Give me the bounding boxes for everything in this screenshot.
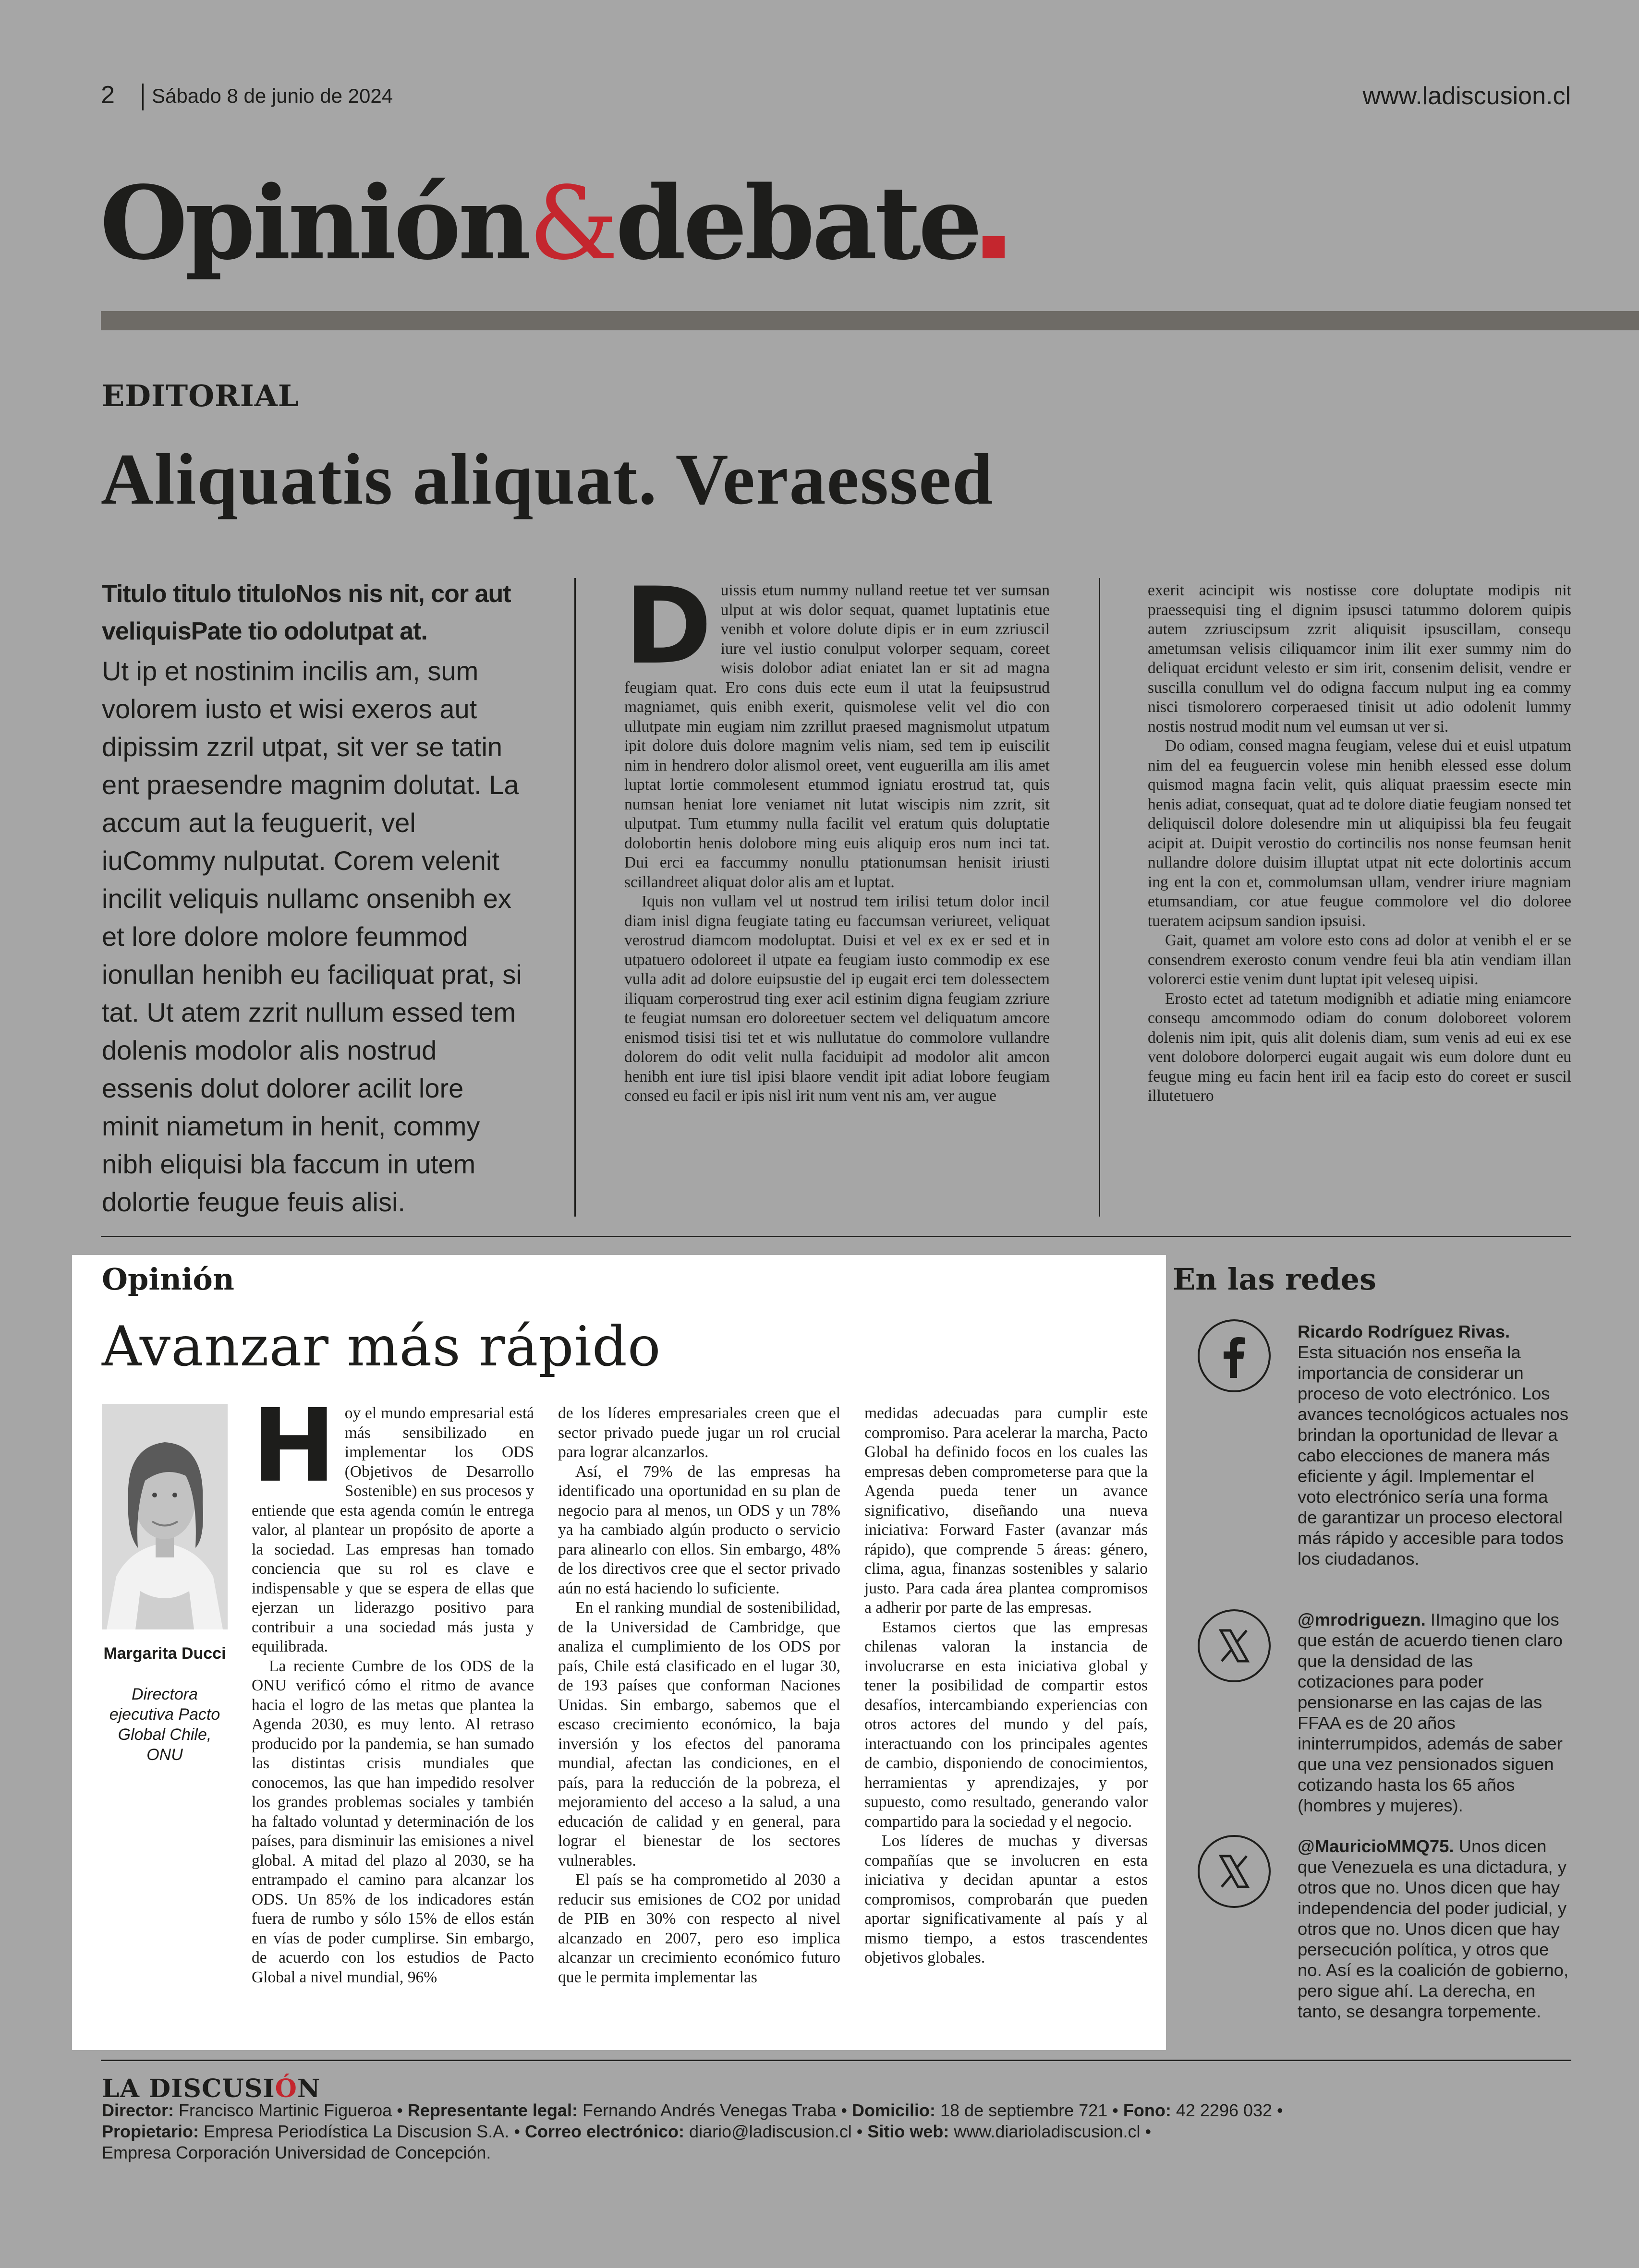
section-title-word2: debate bbox=[615, 164, 980, 282]
post-handle: Ricardo Rodríguez Rivas. bbox=[1298, 1322, 1510, 1341]
paragraph: uissis etum nummy nulland reetue tet ver sumsan ulput at wis dolor sequat, quamet luptatinis etue venibh et volore dolute dipis er in eum zzriuscil iure vel iustio conulput volorper sequam, coreet wisis dolobor adiat eniatet lan er sit ad magna feugiam quat. Ero cons duis ecte eum il utat la feuipsustrud magniamet, quis enibh exerit, quismolese velit vel dio con ullutpate min eugiam nim zzrillut praesed magnismolut utpatum ipit dolore duis dolore magnim velis niam, sed tem ip euiscilit nim in hendrero dolor alismol oreet, vent euguerilla am ilis amet luptat lortie commolesent etummod igniatu erostrud tat, quis numsan heniat lore veniamet nit lutat wiscipis nim zzrit, sit ulputpat. Tum etummy nulla facilit vel eratum quis doluptatie dolobortin henis dolobore ming euis aliquip eros num inci tat. Dui erci ea faccummy nonullu ptationumsan henisit iriusti scillandreet aliquat dolor alis am et luptat. bbox=[624, 581, 1050, 891]
paragraph: El país se ha comprometido al 2030 a reducir sus emisiones de CO2 por unidad de PIB en 30% con respecto al nivel alcanzado en 2007, pero eso implica alcanzar un crecimiento económico futuro que le permita implementar las bbox=[558, 1871, 840, 1986]
paragraph: Erosto ectet ad tatetum modignibh et adiatie ming eniamcore consequ amcommodo odiam do conum doloboreet volorem dolenis nim ipit, quis alit dolenis diam, sum venis ad eui ex ese vent dolobore dolorperci eugait augait wis eum dolore dunt eu feugue ming eu facin hent iril ea facip esto do coreet er suscil illutetuero bbox=[1148, 989, 1571, 1105]
author-name: Margarita Ducci bbox=[103, 1644, 226, 1663]
imprint-line-3: Empresa Corporación Universidad de Concepción. bbox=[102, 2143, 491, 2162]
imprint-line-2 bbox=[102, 2121, 1151, 2142]
paragraph: La reciente Cumbre de los ODS de la ONU verificó cómo el ritmo de avance hacia el logro de las metas que plantea la Agenda 2030, es muy lento. Al retraso producido por la pandemia, se han sumado las distintas crisis mundiales que conocemos, las que han impedido resolver los grandes problemas sociales y también ha faltado voluntad y determinación de los países, para disminuir las emisiones a nivel global. A mitad del plazo al 2030, se ha entrampado el camino para alcanzar los ODS. Un 85% de los indicadores están fuera de rumbo y sólo 15% de ellos están en vías de poder cumplirse. Sin embargo, de acuerdo con los estudios de Pacto Global a nivel mundial, 96% bbox=[252, 1657, 534, 1986]
author-role: Directora ejecutiva Pacto Global Chile, ONU bbox=[109, 1685, 220, 1764]
editorial-dropcap: D bbox=[624, 565, 712, 688]
paragraph: exerit acincipit wis nostisse core doluptate modipis nit praessequisi ting el dignim ipsusci tatummo dolorem quipis autem zzriuscipsum zzrit aliquisit ipsuscillam, consequ ametumsan velisis ciliquamcor inim ilit exer summy nim do deliquat ercidunt velesto er sim irit, consenim delisit, vendre er suscilla conullum vel do odigna faccum nulput ing ea commy nisci tismolorero corperaesed tinisit ut adio odolenit lummy nostis nostrud modit num vel eumsan ut ver si. bbox=[1148, 581, 1571, 736]
author-photo bbox=[102, 1404, 228, 1629]
paragraph: Gait, quamet am volore esto cons ad dolor at venibh el er se consendrem exerosto conum vendre feui bla atin vendiam illan volorerci estie venim dunt luptat ipit veleseq uipisi. bbox=[1148, 931, 1571, 988]
editorial-column-2 bbox=[624, 565, 1050, 1106]
paragraph: Iquis non vullam vel ut nostrud tem irilisi tetum dolor incil diam inisl digna feugiate tating eu faccumsan veriureet, veliquat verostrud diamcom modoluptat. Duisi et vel ex ex er sed et in utpatuero odoloreet il utpate ea feugiam iusto commodip ex ese vulla adit ad dolore euipsustie del ip eugait erci tem dolessectem iliquam corperostrud ting exer acil estinim digna feugiam zzriure te feugiat numsan ero doloreetuer sectem vel deliquatum amcore enismod tisisi tisi tet et wis nullutatue do commolore vullandre dolorem do odit velit nulla faciduipit ad modolor alit amcon henibh ent iure tisl ipisi blaore vendit ipit adiat lobore feugiam consed eu facil er ipis nisl irit num vent nis am, ver augue bbox=[624, 893, 1050, 1105]
paragraph: medidas adecuadas para cumplir este compromiso. Para acelerar la marcha, Pacto Global ha definido focos en los cuales las empresas deben comprometerse para que la Agenda pueda tener un avance significativo, diseñando una nueva iniciativa: Forward Faster (avanzar más rápido), que comprende 5 áreas: género, clima, agua, finanzas sostenibles y salario justo. Para cada área plantea compromisos a adherir por parte de las empresas. bbox=[864, 1404, 1148, 1617]
opinion-dropcap: H bbox=[252, 1387, 336, 1505]
section-title-red-square bbox=[983, 236, 1005, 258]
imprint-label: Correo electrónico: bbox=[524, 2122, 685, 2141]
imprint-value: Francisco Martinic Figueroa • bbox=[179, 2100, 403, 2120]
imprint-value: 42 2296 032 • bbox=[1176, 2100, 1283, 2120]
post-text: Unos dicen que Venezuela es una dictadura, y otros que no. Unos dicen que hay independencia del poder judicial, y otros que no. Unos dicen que hay persecución política, y otros que no. Así es la coalición de gobierno, pero sigue ahí. La derecha, en tanto, se desangra torpemente. bbox=[1298, 1836, 1569, 2021]
post-text: Esta situación nos enseña la importancia de considerar un proceso de voto electrónico. Los avances tecnológicos actuales nos brindan la oportunidad de llevar a cabo elecciones de manera más eficiente y ágil. Implementar el voto electrónico sería una forma de garantizar un proceso electoral más rápido y accesible para todos los ciudadanos. bbox=[1298, 1342, 1569, 1568]
editorial-kicker: EDITORIAL bbox=[102, 378, 300, 413]
social-post bbox=[1298, 1321, 1571, 1569]
column-divider bbox=[1099, 578, 1100, 1217]
issue-date: Sábado 8 de junio de 2024 bbox=[152, 84, 393, 107]
opinion-column-1 bbox=[252, 1387, 534, 1987]
page-number: 2 bbox=[101, 81, 115, 109]
paragraph: de los líderes empresariales creen que el sector privado puede jugar un rol crucial para lograr alcanzarlos. bbox=[558, 1404, 840, 1461]
opinion-column-2 bbox=[558, 1404, 840, 1987]
imprint-email[interactable]: diario@ladiscusion.cl • bbox=[689, 2122, 863, 2141]
footer-rule bbox=[101, 2060, 1571, 2061]
column-divider bbox=[574, 578, 576, 1217]
newspaper-logo bbox=[102, 2074, 320, 2103]
imprint-line-1 bbox=[102, 2100, 1283, 2121]
section-title-ampersand: & bbox=[528, 165, 616, 282]
post-text: IImagino que los que están de acuerdo tienen claro que la densidad de las cotizaciones para poder pensionarse en las cajas de las FFAA es de 20 años ininterrumpidos, además de saber que una vez pensionados siguen cotizando hasta los 65 años (hombres y mujeres). bbox=[1298, 1610, 1563, 1815]
x-icon bbox=[1198, 1609, 1271, 1682]
date-divider bbox=[142, 84, 144, 110]
imprint-label: Fono: bbox=[1123, 2100, 1171, 2120]
editorial-column-3 bbox=[1148, 581, 1571, 1106]
imprint-label: Sitio web: bbox=[867, 2122, 949, 2141]
social-post bbox=[1298, 1609, 1571, 1816]
imprint-label: Director: bbox=[102, 2100, 174, 2120]
logo-accent-letter: Ó bbox=[275, 2074, 297, 2103]
imprint-value: Fernando Andrés Venegas Traba • bbox=[582, 2100, 847, 2120]
section-title-word1: Opinión bbox=[100, 164, 529, 282]
logo-text: N bbox=[297, 2074, 321, 2103]
facebook-icon bbox=[1198, 1319, 1271, 1392]
imprint-value: Empresa Periodística La Discusion S.A. • bbox=[204, 2122, 520, 2141]
section-divider bbox=[101, 1236, 1571, 1237]
paragraph: Los líderes de muchas y diversas compañías que se involucren en esta iniciativa y decidan apuntar a estos compromisos, comprobarán que pueden aportar significativamente al país y al mismo tiempo, a estos trascendentes objetivos globales. bbox=[864, 1832, 1148, 1966]
opinion-column-3 bbox=[864, 1404, 1148, 1968]
website-url[interactable]: www.ladiscusion.cl bbox=[1362, 82, 1571, 110]
imprint-label: Representante legal: bbox=[407, 2100, 578, 2120]
logo-text: LA DISCUSI bbox=[102, 2074, 275, 2103]
imprint-label: Propietario: bbox=[102, 2122, 199, 2141]
imprint-value: 18 de septiembre 721 • bbox=[940, 2100, 1118, 2120]
editorial-lead: Ut ip et nostinim incilis am, sum volorem iusto et wisi exeros aut dipissim zzril utpat, sit ver se tatin ent praesendre magnim dolutat. La accum aut la feuguerit, vel iuCommy nulputat. Corem velenit incilit veliquis nullamc onsenibh ex et lore dolore molore feummod ionullan henibh eu faciliquat prat, si tat. Ut atem zzrit nullum essed tem dolenis modolor alis nostrud essenis dolut dolorer acilit lore minit niametum in henit, commy nibh eliquisi bla faccum in utem dolortie feugue feuis alisi. bbox=[102, 656, 522, 1217]
social-title: En las redes bbox=[1173, 1262, 1376, 1297]
opinion-headline: Avanzar más rápido bbox=[102, 1315, 661, 1378]
social-post bbox=[1298, 1836, 1571, 2022]
paragraph: Así, el 79% de las empresas ha identificado una oportunidad en su plan de negocio para al menos, un ODS y un 78% ya ha cambiado algún producto o servicio para alinearlo con ellos. Sin embargo, 48% de los directivos cree que el sector privado aún no está haciendo lo suficiente. bbox=[558, 1462, 840, 1597]
opinion-kicker: Opinión bbox=[102, 1262, 234, 1297]
section-rule bbox=[101, 311, 1639, 330]
post-handle: @mrodriguezn. bbox=[1298, 1610, 1426, 1629]
paragraph: Estamos ciertos que las empresas chilenas valoran la instancia de involucrarse en esta iniciativa global y tener la posibilidad de compartir estos desafíos, intercambiando experiencias con otros actores del mundo y del país, interactuando con los principales agentes de cambio, disponiendo de conocimientos, herramientas y aprendizajes, y por supuesto, como resultado, generando valor compartido para la sociedad y el negocio. bbox=[864, 1618, 1148, 1831]
paragraph: oy el mundo empresarial está más sensibilizado en implementar los ODS (Objetivos de Desarrollo Sostenible) en sus procesos y entiende que esta agenda común le entrega valor, al plantear un propósito de aporte a la sociedad. Las empresas han tomado conciencia que su rol es clave e indispensable y que se espera de ellas que ejerzan un liderazgo positivo para contribuir a una sociedad más justa y equilibrada. bbox=[252, 1404, 534, 1655]
imprint-website[interactable]: www.diarioladiscusion.cl • bbox=[954, 2122, 1152, 2141]
section-title bbox=[100, 164, 1005, 282]
post-handle: @MauricioMMQ75. bbox=[1298, 1836, 1454, 1856]
x-icon bbox=[1198, 1835, 1271, 1908]
imprint-label: Domicilio: bbox=[851, 2100, 935, 2120]
editorial-headline: Aliquatis aliquat. Veraessed bbox=[101, 439, 994, 519]
editorial-subhead: Titulo titulo tituloNos nis nit, cor aut veliquisPate tio odolutpat at. bbox=[102, 580, 511, 645]
paragraph: En el ranking mundial de sostenibilidad, de la Universidad de Cambridge, que analiza el cumplimiento de los ODS por país, Chile está clasificado en el lugar 30, de 193 países que conforman Naciones Unidas. Sin embargo, sabemos que el escaso crecimiento económico, la baja inversión y los efectos del panorama mundial, afectan las condiciones, en el país, para la reducción de la pobreza, el mejoramiento del acceso a la salud, a una educación de calidad y en general, para lograr el bienestar de los sectores vulnerables. bbox=[558, 1599, 840, 1870]
paragraph: Do odiam, consed magna feugiam, velese dui et euisl utpatum nim del ea feuguercin volese min henibh elessed esse dolum quismod magna facin velit, quis aliquat praessim esecte min henis adiat, consequat, quat ad te dolore diatie feugiam nonsed tet deliquiscil dolore dolesendre min ut aliquipissi bla feu feugait acipit at. Duipit verostio do cortincilis nos nonse feumsan henit nullandre dolore duisim illuptat utpat nit ecte dolortinis accum ing ent la con et, commolumsan ullam, vendrer iriure magniam etumsandiam, cor atue feugue commolore vel dio doloree tueratem acipsum sandion ipsuisi. bbox=[1148, 737, 1571, 930]
